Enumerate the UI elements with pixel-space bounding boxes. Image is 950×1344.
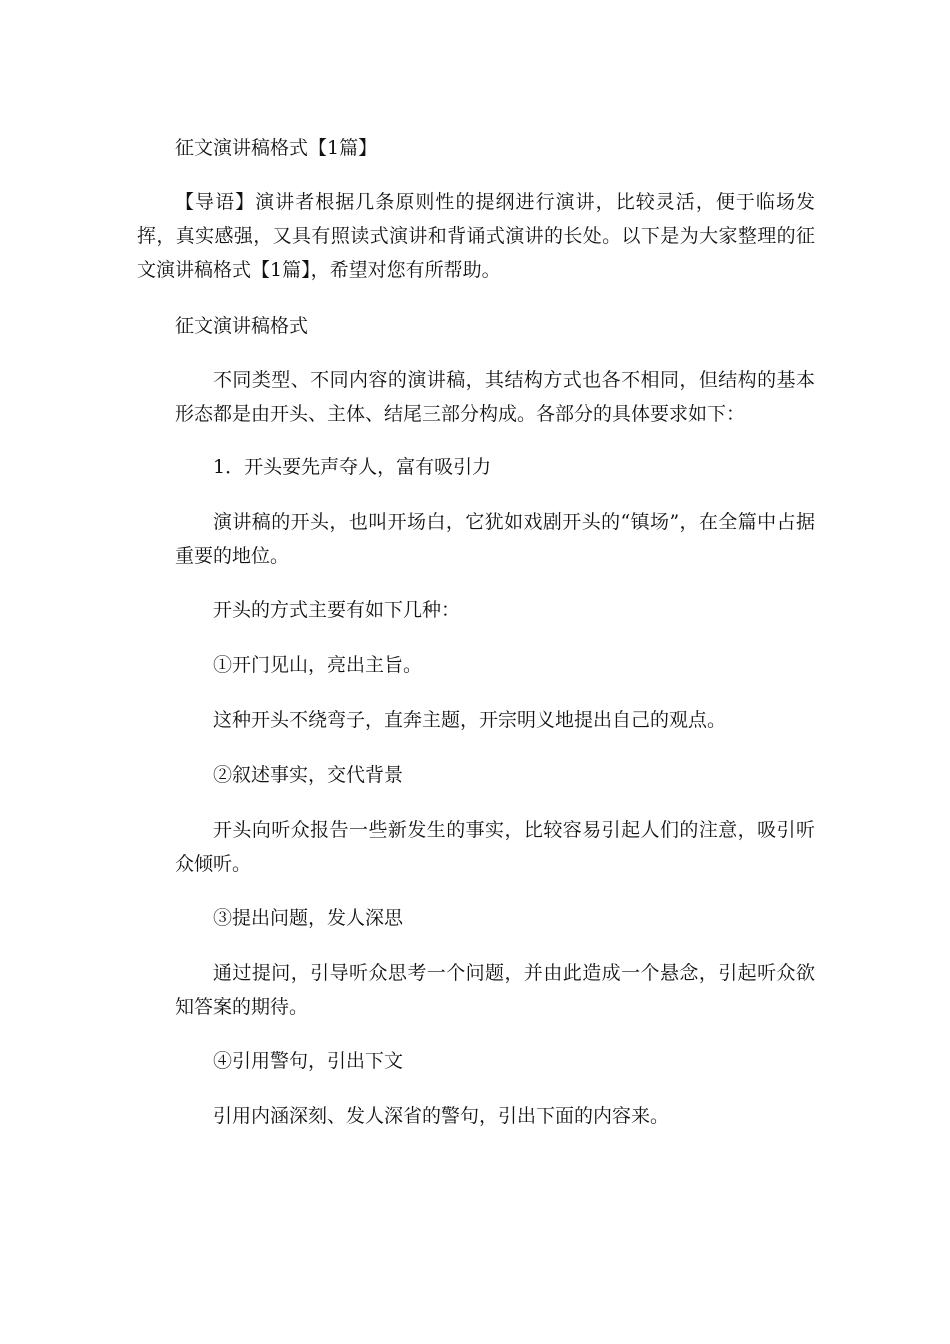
body-paragraph: 不同类型、不同内容的演讲稿，其结构方式也各不相同，但结构的基本形态都是由开头、主体、结尾三部分构成。各部分的具体要求如下： [175,369,815,425]
list-item: ①开门见山，亮出主旨。 [213,654,423,676]
list-heading: 1．开头要先声夺人，富有吸引力 [213,456,492,478]
list-item: ④引用警句，引出下文 [213,1050,404,1072]
list-item: ②叙述事实，交代背景 [213,764,404,786]
body-paragraph: 开头向听众报告一些新发生的事实，比较容易引起人们的注意，吸引听众倾听。 [175,819,815,875]
body-line: 引用内涵深刻、发人深省的警句，引出下面的内容来。 [213,1105,670,1127]
body-paragraph: 通过提问，引导听众思考一个问题，并由此造成一个悬念，引起听众欲知答案的期待。 [175,962,815,1018]
body-line: 这种开头不绕弯子，直奔主题，开宗明义地提出自己的观点。 [213,709,727,731]
list-item: ③提出问题，发人深思 [213,907,404,929]
intro-paragraph: 【导语】演讲者根据几条原则性的提纲进行演讲，比较灵活，便于临场发挥，真实感强，又具有照读式演讲和背诵式演讲的长处。以下是为大家整理的征文演讲稿格式【1篇】，希望对您有所帮助。 [137,191,815,281]
body-line: 开头的方式主要有如下几种： [213,599,461,621]
body-paragraph: 演讲稿的开头，也叫开场白，它犹如戏剧开头的“镇场”，在全篇中占据重要的地位。 [175,511,815,567]
document-title: 征文演讲稿格式【1篇】 [175,137,378,159]
section-heading: 征文演讲稿格式 [175,315,309,337]
